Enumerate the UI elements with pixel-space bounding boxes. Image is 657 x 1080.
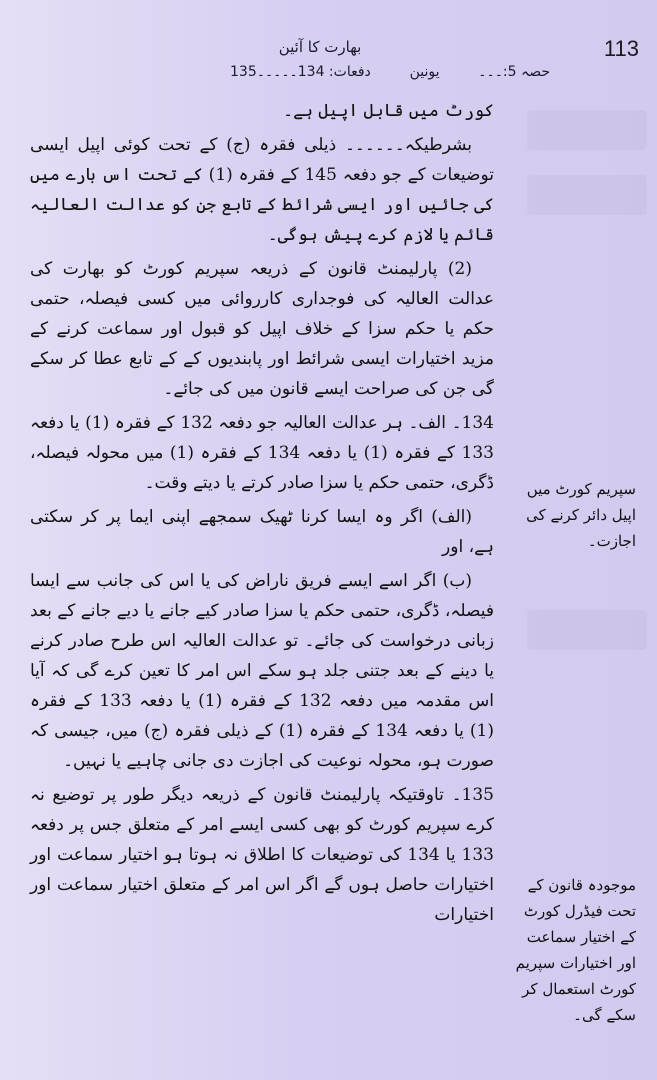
margin-note-federal-court: موجودہ قانون کے تحت فیڈرل کورٹ کے اختیار سماعت اور اختیارات سپریم کورٹ استعمال کر سکے گی۔ (515, 876, 636, 1024)
main-text-column (30, 96, 494, 934)
running-subheader (230, 64, 550, 80)
part-label: حصہ 5:۔۔۔ (478, 64, 550, 80)
bleed-through-mark (527, 610, 647, 650)
page-number: 113 (603, 36, 639, 61)
paragraph: (2) پارلیمنٹ قانون کے ذریعہ سپریم کورٹ کو بھارت کی عدالت العالیہ کی فوجداری کارروائی میں کسی فیصلہ، حتمی حکم یا حکم سزا کے خلاف اپیل کو قبول اور سماعت کرنے کے مزید اختیارات ایسی شرائط اور پابندیوں کے کے تابع عطا کر سکے گی جن کی صراحت ایسے قانون میں کی جائے۔ (30, 259, 494, 399)
paragraph: کورٹ میں قابل اپیل ہے۔ (283, 101, 494, 121)
articles-label: دفعات: 134۔۔۔۔۔135 (230, 64, 371, 80)
paragraph-article-135: 135۔ تاوقتیکہ پارلیمنٹ قانون کے ذریعہ دیگر طور پر توضیع نہ کرے سپریم کورٹ کو بھی کسی ایسے امر کے متعلق جس پر دفعہ 133 یا 134 کی توضیعات کا اطلاق نہ ہوتا ہو اختیار سماعت اور اختیارات حاصل ہوں گے اگر اس امر کے متعلق اختیار سماعت اور اختیارات (30, 785, 494, 925)
paragraph: (الف) اگر وہ ایسا کرنا ٹھیک سمجھے اپنی ایما پر کر سکتی ہے، اور (30, 507, 494, 557)
section-label: یونین (409, 64, 440, 80)
paragraph: (ب) اگر اسے ایسے فریق ناراض کی یا اس کی جانب سے ایسا فیصلہ، ڈگری، حتمی حکم یا سزا صادر کیے جانے یا دیے جانے کے بعد زبانی درخواست کی جائے۔ تو عدالت العالیہ اس طرح صادر کرنے یا دینے کے بعد جتنی جلد ہو سکے اس امر کا تعین کرے گی کہ آیا اس مقدمہ میں دفعہ 132 کے فقرہ (1) یا دفعہ 133 کے فقرہ (1) یا دفعہ 134 کے فقرہ (1) کے ذیلی فقرہ (ج) میں، جیسی کہ صورت ہو، محولہ نوعیت کی اجازت دی جانی چاہیے یا نہیں۔ (30, 571, 494, 771)
margin-note-leave-to-appeal: سپریم کورٹ میں اپیل دائر کرنے کی اجازت۔ (526, 480, 636, 550)
running-title: بھارت کا آئین (278, 38, 362, 56)
paragraph-article-134a: 134۔ الف۔ ہر عدالت العالیہ جو دفعہ 132 کے فقرہ (1) یا دفعہ 133 کے فقرہ (1) یا دفعہ 134 کے فقرہ (1) میں محولہ فیصلہ، ڈگری، حتمی حکم یا سزا صادر کرتے یا دیتے وقت۔ (30, 413, 494, 493)
paragraph: بشرطیکہ۔۔۔۔۔۔ ذیلی فقرہ (ج) کے تحت کوئی اپیل ایسی توضیعات کے جو دفعہ 145 کے فقرہ (1) کے تحت اس بارے میں کی جائیں اور ایسی شرائط کے تابع جن کو عدالت العالیہ قائم یا لازم کرے پیش ہوگی۔ (30, 135, 494, 245)
bleed-through-mark (527, 110, 647, 150)
bleed-through-mark (527, 175, 647, 215)
